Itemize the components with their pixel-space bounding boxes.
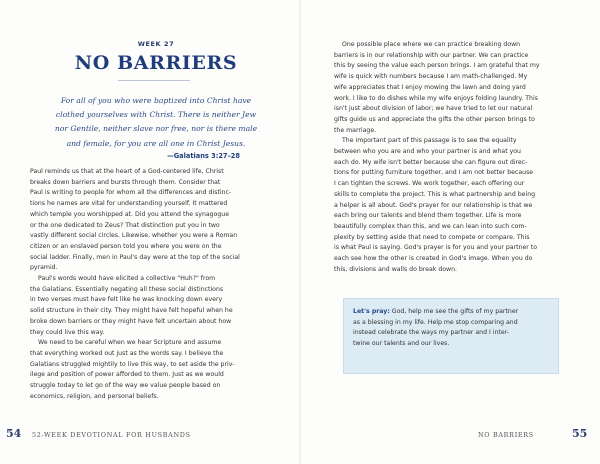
text-line: ilege and position of power afforded to them. Just as we would — [30, 371, 224, 379]
text-line: gifts guide us and appreciate the gifts the other person brings to — [334, 115, 535, 123]
text-line: or the one dedicated to Zeus? That distinction put you in two — [30, 221, 220, 229]
text-line: each bring our talents and blend them together. Life is more — [334, 212, 522, 220]
text-line: solid structure in their city. They might have felt hopeful when he — [30, 307, 233, 315]
text-line: the Galatians. Essentially negating all these social distinctions — [30, 285, 224, 293]
text-line: skills to complete the project. This is what partnership and being — [334, 190, 536, 198]
text-line: breaks down barriers and bursts through them. Consider that — [30, 178, 221, 186]
text-line: in two verses must have felt like he was knocking down every — [30, 296, 223, 304]
prayer-line: instead celebrate the ways my partner and I inter- — [353, 329, 510, 337]
prayer-line: as a blessing in my life. Help me stop comparing and — [353, 318, 518, 326]
text-line: citizen or an enslaved person told you where you were on the — [30, 242, 222, 250]
text-line: economics, religion, and personal beliefs. — [30, 392, 159, 400]
text-line: wife appreciates that I enjoy mowing the lawn and doing yard — [334, 83, 526, 91]
text-line: Paul reminds us that at the heart of a God-centered life, Christ — [30, 168, 224, 175]
text-line: work. I like to do dishes while my wife enjoys folding laundry. This — [334, 94, 538, 102]
prayer-label: Let's pray: — [353, 308, 390, 315]
week-label: WEEK 27 — [137, 40, 175, 48]
text-line: pyramid. — [30, 264, 58, 272]
scripture-verse — [48, 94, 264, 151]
text-line: that everything worked out just as the words say. I believe the — [30, 349, 224, 357]
body-text-right — [334, 40, 570, 275]
text-line: plexity by setting aside that need to compete or compare. This — [334, 233, 530, 241]
running-footer-right: NO BARRIERS — [478, 431, 534, 439]
verse-line: For all of you who were baptized into Christ have — [60, 96, 252, 105]
running-footer-left: 52-WEEK DEVOTIONAL FOR HUSBANDS — [32, 431, 191, 439]
text-line: tions for putting furniture together, and I am not better because — [334, 169, 534, 177]
text-line: We need to be careful when we hear Scripture and assume — [38, 339, 222, 347]
text-line: each do. My wife isn't better because she can figure out direc- — [334, 158, 528, 166]
text-line: each see how the other is created in God's image. When you do — [334, 255, 533, 263]
text-line: beautifully complex than this, and we can lean into such com- — [334, 222, 527, 230]
prayer-line — [353, 307, 549, 318]
verse-line: nor Gentile, neither slave nor free, nor is there male — [54, 124, 258, 134]
paragraph — [30, 338, 278, 402]
text-line: this by seeing the value each person brings. I am grateful that my — [334, 62, 540, 70]
paragraph — [334, 136, 570, 275]
text-line: isn't just about division of labor; we have tried to let our natural — [334, 105, 533, 113]
text-line: vastly different social circles. Likewise, whether you were a Roman — [30, 232, 238, 240]
body-text-left — [30, 167, 278, 402]
text-line: wife is quick with numbers because I am math-challenged. My — [334, 73, 528, 81]
text-line: broke down barriers or they might have felt uncertain about how — [30, 317, 232, 325]
paragraph — [30, 167, 278, 274]
prayer-line-text: God, help me see the gifts of my partner — [389, 308, 519, 315]
page-title: NO BARRIERS — [74, 52, 238, 74]
text-line: Paul's words would have elicited a collective "Huh?" from — [38, 275, 216, 283]
text-line: Paul is writing to people for whom all the differences and distinc- — [30, 189, 232, 197]
paragraph — [334, 40, 570, 136]
text-line: is what Paul is saying. God's prayer is for you and your partner to — [334, 244, 538, 252]
text-line: tions he names are vital for understanding yourself. It mattered — [30, 200, 228, 208]
page-number-left: 54 — [6, 427, 22, 440]
verse-line: clothed yourselves with Christ. There is neither Jew — [55, 110, 257, 120]
prayer-callout — [343, 298, 559, 374]
verse-line: and female, for you are all one in Christ Jesus. — [66, 138, 246, 148]
prayer-text — [353, 307, 549, 349]
text-line: Galatians struggled mightily to live this way, to set aside the priv- — [30, 360, 235, 368]
text-line: the marriage. — [334, 126, 377, 134]
text-line: The important part of this passage is to see the equality — [342, 137, 517, 145]
text-line: social ladder. Finally, men in Paul's day were at the top of the social — [30, 253, 240, 261]
text-line: between who you are and who your partner is and what you — [334, 148, 521, 156]
text-line: they could live this way. — [30, 328, 105, 336]
prayer-line: twine our talents and our lives. — [353, 339, 450, 347]
text-line: I can tighten the screws. We work together, each offering our — [334, 180, 525, 188]
text-line: One possible place where we can practice breaking down — [342, 41, 521, 48]
paragraph — [30, 274, 278, 338]
verse-reference: —Galatians 3:27–28 — [167, 152, 240, 160]
text-line: a helper is all about. God's prayer for our relationship is that we — [334, 201, 533, 209]
title-divider — [118, 80, 190, 81]
text-line: barriers is in our relationship with our partner. We can practice — [334, 51, 529, 59]
text-line: which temple you worshipped at. Did you attend the synagogue — [30, 210, 230, 218]
text-line: struggle today to let go of the way we value people based on — [30, 382, 221, 390]
page-number-right: 55 — [572, 427, 588, 440]
text-line: this, divisions and walls do break down. — [334, 265, 458, 273]
